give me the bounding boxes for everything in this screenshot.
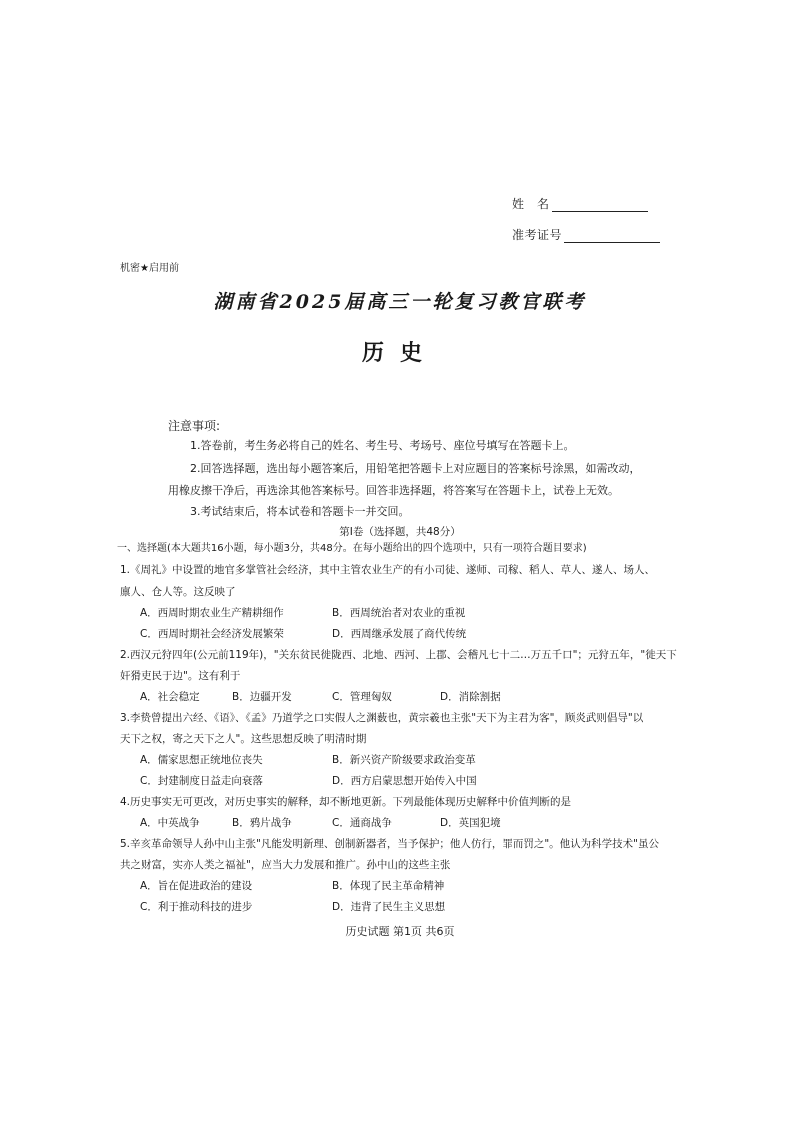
question-stem: 5.辛亥革命领导人孙中山主张"凡能发明新理、创制新器者，当予保护；他人仿行，罪而罚之"。他认为科学技术"虽公	[120, 838, 660, 850]
option-c: C．西周时期社会经济发展繁荣	[140, 628, 284, 640]
secret-mark: 机密★启用前	[120, 263, 179, 274]
option-c: C．封建制度日益走向衰落	[140, 775, 263, 787]
option-d: D．英国犯境	[440, 817, 501, 829]
option-a: A．西周时期农业生产精耕细作	[140, 607, 284, 619]
option-b: B．体现了民主革命精神	[332, 880, 445, 892]
option-c: C．通商战争	[332, 817, 392, 829]
question-stem: 廪人、仓人等。这反映了	[120, 586, 236, 598]
notice-heading: 注意事项:	[168, 419, 221, 433]
option-b: B．鸦片战争	[232, 817, 292, 829]
option-a: A．旨在促进政治的建设	[140, 880, 253, 892]
question-stem: 2.西汉元狩四年(公元前119年)，"关东贫民徙陇西、北地、西河、上郡、会稽凡七十二…万五千口"；元狩五年，"徙天下	[120, 649, 677, 661]
option-a: A．儒家思想正统地位丧失	[140, 754, 263, 766]
option-c: C．利于推动科技的进步	[140, 901, 253, 913]
option-b: B．新兴资产阶级要求政治变革	[332, 754, 476, 766]
question-stem: 奸猾吏民于边"。这有利于	[120, 670, 241, 682]
part-title: 一、选择题(本大题共16小题，每小题3分，共48分。在每小题给出的四个选项中，只有一项符合题目要求)	[117, 543, 587, 554]
notice-line: 1.答卷前，考生务必将自己的姓名、考生号、考场号、座位号填写在答题卡上。	[190, 439, 575, 452]
id-underline	[564, 228, 660, 243]
option-a: A．社会稳定	[140, 691, 200, 703]
section-title: 第Ⅰ卷（选择题，共48分）	[339, 526, 461, 538]
name-label: 姓 名	[512, 197, 550, 211]
name-underline	[552, 197, 648, 212]
question-stem: 1.《周礼》中设置的地官多掌管社会经济，其中主管农业生产的有小司徒、遂师、司稼、稻人、草人、遂人、场人、	[120, 564, 656, 576]
notice-line: 用橡皮擦干净后，再选涂其他答案标号。回答非选择题，将答案写在答题卡上，试卷上无效。	[168, 484, 619, 497]
question-stem: 3.李贽曾提出六经、《语》、《孟》乃道学之口实假人之渊薮也，黄宗羲也主张"天下为主君为客"，顾炎武则倡导"以	[120, 712, 644, 724]
notice-line: 2.回答选择题，选出每小题答案后，用铅笔把答题卡上对应题目的答案标号涂黑，如需改动，	[190, 462, 641, 475]
exam-title: 湖南省2025届高三一轮复习教官联考	[213, 291, 587, 313]
id-label: 准考证号	[512, 228, 563, 242]
id-field	[512, 226, 660, 243]
question-stem: 天下之权，寄之天下之人"。这些思想反映了明清时期	[120, 733, 367, 745]
page-footer: 历史试题 第1页 共6页	[345, 925, 455, 938]
question-stem: 4.历史事实无可更改，对历史事实的解释，却不断地更新。下列最能体现历史解释中价值判断的是	[120, 796, 572, 808]
question-stem: 共之财富，实亦人类之福祉"，应当大力发展和推广。孙中山的这些主张	[120, 859, 451, 871]
option-a: A．中英战争	[140, 817, 200, 829]
option-d: D．西周继承发展了商代传统	[332, 628, 467, 640]
subject-title: 历史	[361, 340, 438, 366]
option-d: D．违背了民生主义思想	[332, 901, 446, 913]
option-d: D．西方启蒙思想开始传入中国	[332, 775, 477, 787]
option-b: B．西周统治者对农业的重视	[332, 607, 466, 619]
notice-line: 3.考试结束后，将本试卷和答题卡一并交回。	[190, 505, 410, 518]
name-field	[512, 195, 648, 212]
option-b: B．边疆开发	[232, 691, 292, 703]
option-d: D．消除割据	[440, 691, 501, 703]
option-c: C．管理匈奴	[332, 691, 392, 703]
